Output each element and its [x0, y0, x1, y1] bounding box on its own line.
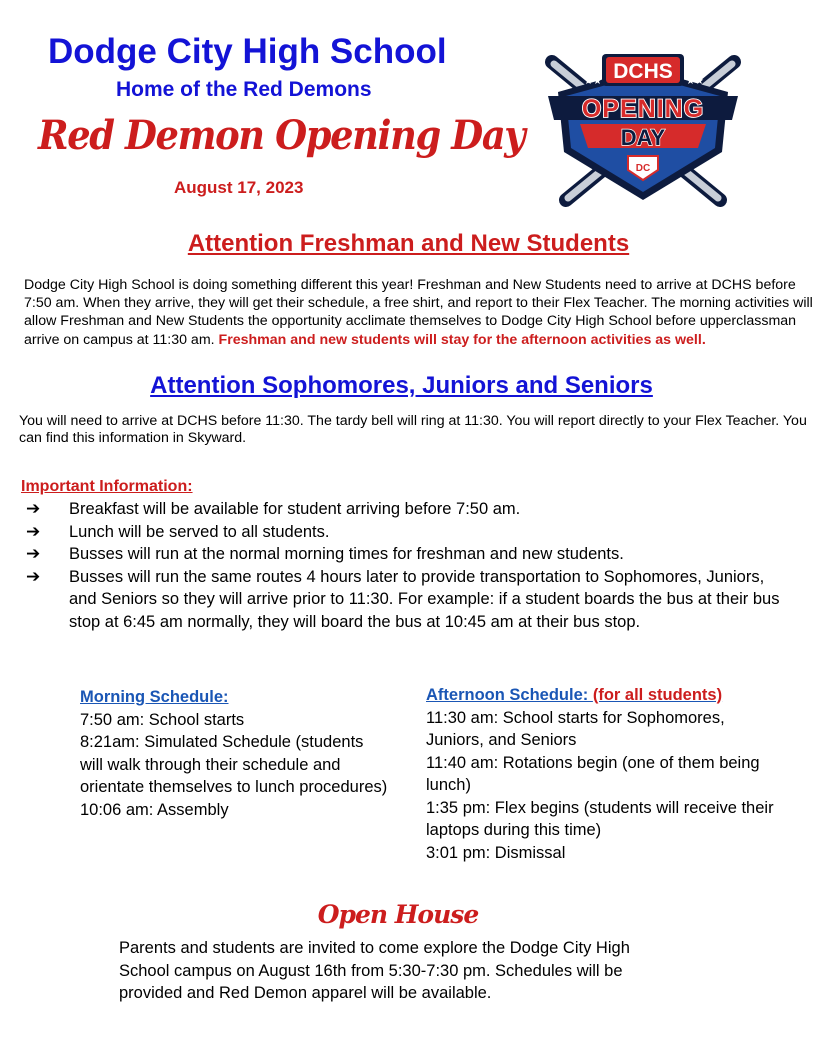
right-arrow-icon: ➔ [26, 521, 41, 542]
right-arrow-icon: ➔ [26, 544, 41, 564]
freshman-paragraph [24, 276, 814, 349]
freshman-body: Dodge City High School is doing something different this year! Freshman and New Students need to arrive at DCHS before 7:50 am. When they arrive, they will get their schedule, a free shirt, and report to their Flex Teacher. The morning activities will allow Freshman and New Students the opportunity acclimate themselves to Dodge City High School before upperclassman arrive on campus at 11:30 am. [24, 277, 813, 348]
afternoon-title-note: (for all students) [592, 686, 723, 704]
open-house-paragraph: Parents and students are invited to come explore the Dodge City High School campus on August 16th from 5:30-7:30 pm. Schedules will be provided and Red Demon apparel will be available. [119, 939, 630, 1002]
schedule-line: 10:06 am: Assembly [80, 800, 229, 819]
freshman-heading: Attention Freshman and New Students [187, 230, 630, 257]
logo-plate-text: DC [635, 163, 651, 174]
logo-middle-text: OPENING [581, 95, 705, 123]
afternoon-schedule-title [426, 684, 786, 707]
list-item-text: Lunch will be served to all students. [69, 522, 330, 541]
star-icon: ★★ [686, 76, 704, 87]
logo-top-text: DCHS [613, 60, 673, 83]
schedule-line: 11:30 am: School starts for Sophomores, Juniors, and Seniors [426, 708, 725, 749]
list-item [26, 521, 796, 544]
important-list [26, 498, 796, 633]
upperclass-paragraph: You will need to arrive at DCHS before 11:30. The tardy bell will ring at 11:30. You will report directly to your Flex Teacher. You can find this information in Skyward. [19, 413, 807, 446]
schedule-line: 8:21am: Simulated Schedule (students will walk through their schedule and orientate themselves to lunch procedures) [80, 733, 388, 796]
open-house-heading: Open House [317, 900, 479, 929]
freshman-highlight: Freshman and new students will stay for the afternoon activities as well. [218, 331, 706, 348]
list-item-text: Breakfast will be available for student arriving before 7:50 am. [69, 500, 521, 518]
event-date: August 17, 2023 [174, 178, 304, 197]
list-item [26, 566, 796, 634]
list-item [26, 543, 796, 566]
list-item-text: Busses will run at the normal morning times for freshman and new students. [69, 545, 624, 563]
opening-day-logo [540, 40, 746, 212]
important-heading: Important Information: [21, 478, 193, 495]
event-title: Red Demon Opening Day [38, 112, 525, 159]
morning-schedule-title: Morning Schedule: [80, 688, 229, 706]
schedule-line: 7:50 am: School starts [80, 710, 245, 729]
tagline: Home of the Red Demons [116, 78, 372, 101]
upperclass-heading: Attention Sophomores, Juniors and Seniors [150, 372, 653, 399]
school-name: Dodge City High School [48, 32, 447, 71]
schedule-line: 11:40 am: Rotations begin (one of them being lunch) [426, 753, 760, 794]
right-arrow-icon: ➔ [26, 499, 41, 519]
afternoon-title-text: Afternoon Schedule: [426, 686, 593, 704]
right-arrow-icon: ➔ [26, 566, 41, 587]
morning-schedule [80, 686, 390, 821]
afternoon-schedule [426, 684, 786, 864]
list-item-text: Busses will run the same routes 4 hours later to provide transportation to Sophomores, Juniors, and Seniors so they will arrive prior to 11:30. For example: if a student boards the bus at their bus stop at 6:45 am normally, they will board the bus at 10:45 am at their bus stop. [69, 567, 780, 631]
schedule-line: 1:35 pm: Flex begins (students will receive their laptops during this time) [426, 798, 774, 839]
list-item [26, 498, 796, 521]
star-icon: ★★ [584, 76, 602, 87]
logo-bottom-text: DAY [620, 125, 666, 150]
schedule-line: 3:01 pm: Dismissal [426, 843, 566, 862]
